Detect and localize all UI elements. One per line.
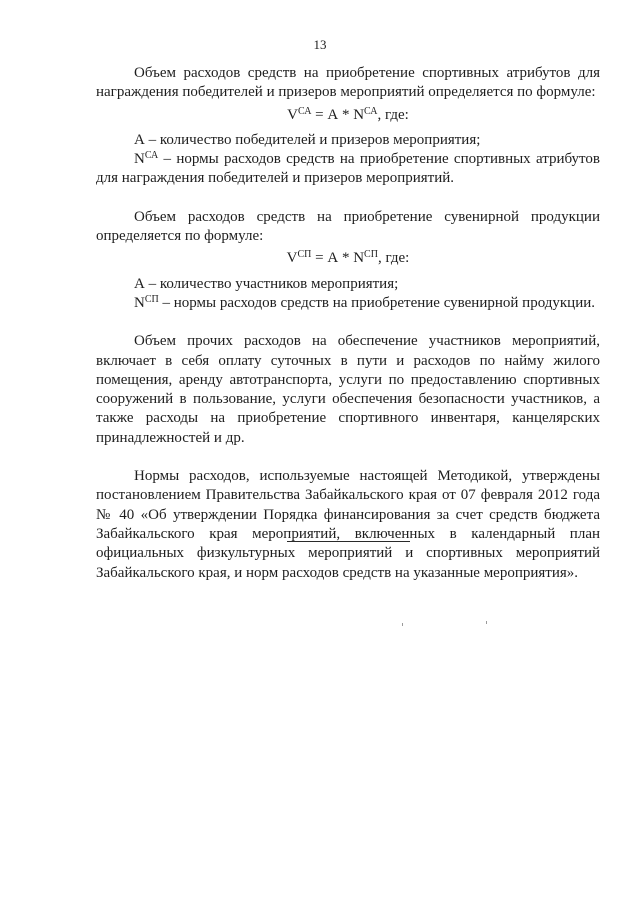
page-number: 13 [313, 37, 327, 52]
souvenirs-formula [96, 249, 600, 268]
norms-approval-paragraph: Нормы расходов, используемые настоящей Методикой, утверждены постановлением Правительства Забайкальского края от 07 февраля 2012 года № 40 «Об утверждении Порядка финансирования за счет средств бюджета Забайкальского края мероприятий, включенных в календарный план официальных физкультурных мероприятий и спортивных мероприятий Забайкальского края, и норм расходов средств на указанные мероприятия». [96, 468, 600, 581]
scan-artifact [486, 621, 487, 624]
souvenirs-definitions [96, 275, 600, 314]
end-separator-line [287, 541, 410, 542]
formula-tail: , где: [377, 106, 409, 123]
formula-rhs-superscript: СП [364, 249, 378, 261]
formula-tail: , где: [377, 250, 410, 267]
scan-artifact [402, 623, 403, 626]
formula-lhs: V [286, 250, 298, 267]
document-body [96, 64, 600, 602]
awards-definition-a: А – количество победителей и призеров мероприятия; [134, 131, 481, 148]
awards-intro-paragraph: Объем расходов средств на приобретение спортивных атрибутов для награждения победителей и призеров мероприятий определяется по формуле: [96, 65, 600, 101]
definition-symbol: N [134, 294, 145, 311]
souvenirs-definition-n [96, 294, 600, 313]
formula-lhs: V [287, 106, 299, 123]
definition-text: – нормы расходов средств на приобретение спортивных атрибутов для награждения победителей и призеров мероприятий. [96, 151, 600, 187]
formula-lhs-superscript: СА [298, 105, 312, 117]
definition-symbol: N [134, 151, 145, 168]
formula-rhs-superscript: СА [364, 105, 378, 117]
awards-definition-n [96, 150, 600, 189]
definition-superscript: СА [144, 150, 159, 162]
souvenirs-definition-a: А – количество участников мероприятия; [134, 275, 399, 292]
definition-superscript: СП [144, 293, 159, 305]
formula-lhs-superscript: СП [297, 249, 312, 261]
other-expenses-paragraph: Объем прочих расходов на обеспечение участников мероприятий, включает в себя оплату суточных в пути и расходов по найму жилого помещения, аренду автотранспорта, услуги по предоставлению спортивных сооружений в пользование, услуги обеспечения безопасности участников, а также расходы на приобретение спортивного инвентаря, канцелярских принадлежностей и др. [96, 333, 600, 446]
formula-middle: = А * N [311, 250, 365, 267]
definition-text: – нормы расходов средств на приобретение сувенирной продукции. [158, 294, 596, 311]
awards-formula [96, 106, 600, 125]
awards-definitions [96, 131, 600, 189]
souvenirs-intro-paragraph: Объем расходов средств на приобретение сувенирной продукции определяется по формуле: [96, 208, 600, 245]
formula-middle: = А * N [311, 106, 365, 123]
